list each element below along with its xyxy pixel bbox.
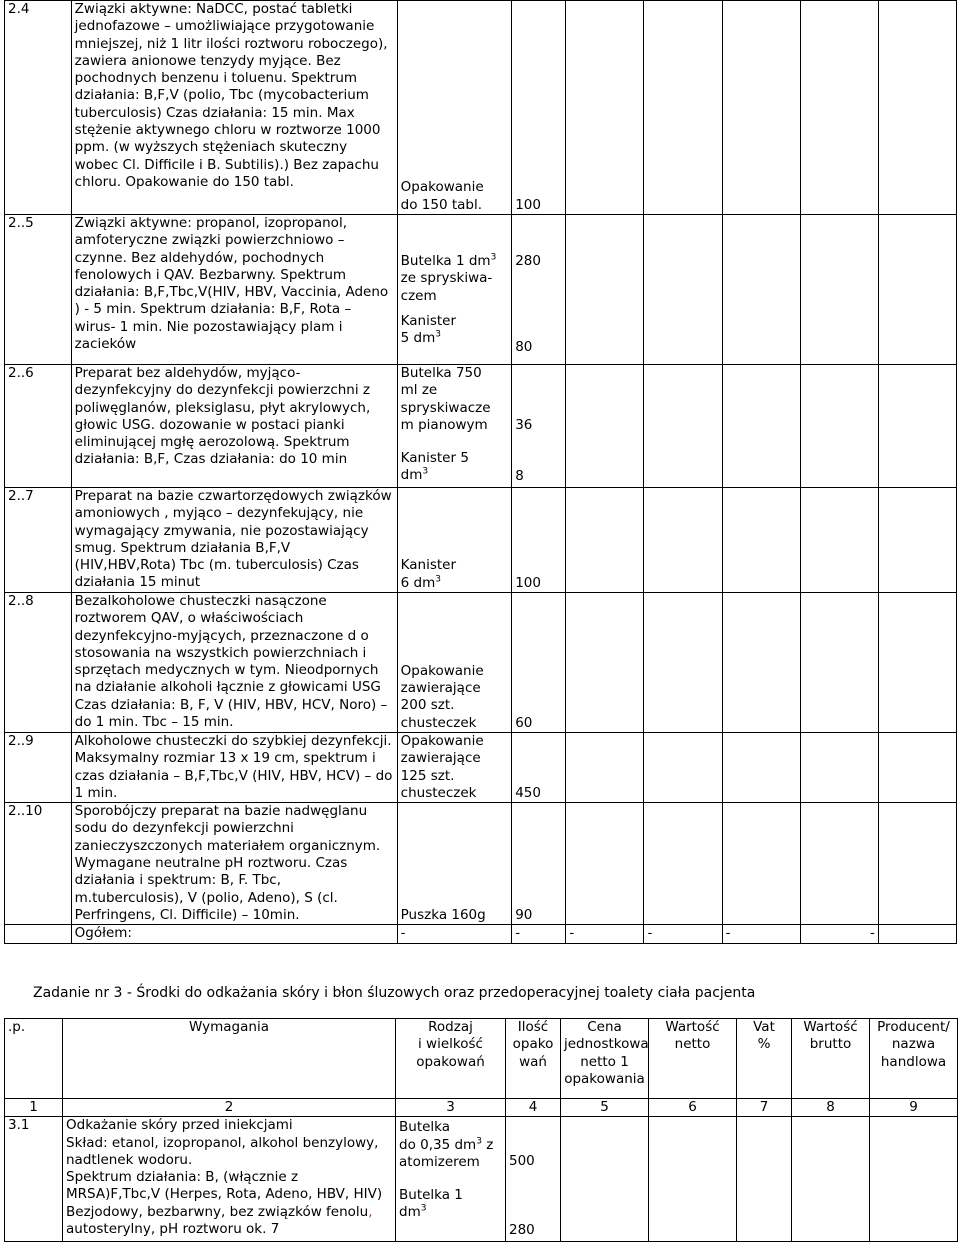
requirements-cell: Sporobójczy preparat na bazie nadwęglanu sodu do dezynfekcji powierzchni zanieczyszczonych materiałem organicznym. Wymagane neutralne pH roztworu. Czas działania i spektrum: B, F. Tbc, m.tuberculosis), V (polio, Adeno), S (cl. Perfringens, Cl. Difficile) – 10min. bbox=[71, 803, 397, 925]
row-number: 2..5 bbox=[5, 215, 72, 365]
requirements-cell: Preparat na bazie czwartorzędowych związków amoniowych , myjąco – dezynfekujący, nie wymagający zmywania, nie pozostawiający smug. Spektrum działania B,F,V (HIV,HBV,Rota) Tbc (m. tuberculosis) Czas działania 15 minut bbox=[71, 488, 397, 593]
total-value: - bbox=[512, 925, 566, 943]
packaging-cell: Butelka 750 ml ze spryskiwacze m pianowym Kanister 5 $dm^3$ bbox=[397, 365, 512, 488]
total-row bbox=[5, 925, 957, 943]
table-row bbox=[5, 215, 957, 365]
packaging-cell: Opakowanie zawierające 125 szt. chusteczek bbox=[397, 733, 512, 803]
requirements-cell: Preparat bez aldehydów, myjąco-dezynfekcyjny do dezynfekcji powierzchni z poliwęglanów, pleksiglasu, płyt akrylowych, głowic USG. dozowanie w postaci pianki eliminującej mgłę aerozolową. Spektrum działania: B,F, Czas działania: do 10 min bbox=[71, 365, 397, 488]
quantity-cell: 450 bbox=[512, 733, 566, 803]
column-number: 3 bbox=[396, 1099, 506, 1117]
products-table-task-2 bbox=[4, 0, 957, 944]
total-value: - bbox=[644, 925, 722, 943]
table-row bbox=[5, 365, 957, 488]
table-row bbox=[5, 733, 957, 803]
column-number: 2 bbox=[63, 1099, 396, 1117]
column-number: 9 bbox=[870, 1099, 958, 1117]
column-header: Wymagania bbox=[63, 1019, 396, 1099]
requirements-cell: Bezalkoholowe chusteczki nasączone roztworem QAV, o właściwościach dezynfekcyjno-myjących, przeznaczone d o stosowania na wszystkich powierzchniach i sprzętach medycznych w tym. Nieodpornych na działanie alkoholi łącznie z głowicami USG Czas działania: B, F, V (HIV, HBV, HCV, Noro) – do 1 min. Tbc – 15 min. bbox=[71, 593, 397, 733]
quantity-cell: 90 bbox=[512, 803, 566, 925]
quantity-cell: 36 8 bbox=[512, 365, 566, 488]
packaging-cell: Opakowanie do 150 tabl. bbox=[397, 1, 512, 215]
requirements-cell: Alkoholowe chusteczki do szybkiej dezynfekcji. Maksymalny rozmiar 13 x 19 cm, spektrum i czas działania – B,F,Tbc,V (HIV, HBV, HCV) – do 1 min. bbox=[71, 733, 397, 803]
row-number: 2..7 bbox=[5, 488, 72, 593]
column-header: Ilość opako wań bbox=[506, 1019, 561, 1099]
column-number: 7 bbox=[737, 1099, 792, 1117]
section-title: Zadanie nr 3 - Środki do odkażania skóry i błon śluzowych oraz przedoperacyjnej toalety ciała pacjenta bbox=[33, 985, 756, 1001]
requirements-cell: Odkażanie skóry przed iniekcjami Skład: etanol, izopropanol, alkohol benzylowy, nadtlenek wodoru. Spektrum działania: B, (włącznie z MRSA)F,Tbc,V (Herpes, Rota, Adeno, HBV, HIV) Bezjodowy, bezbarwny, bez związków fenolu, autosterylny, pH roztworu ok. 7 bbox=[63, 1117, 396, 1242]
header-row bbox=[5, 1019, 958, 1099]
quantity-cell: 500 280 bbox=[506, 1117, 561, 1242]
column-header: .p. bbox=[5, 1019, 63, 1099]
total-value: - bbox=[722, 925, 800, 943]
column-number-row bbox=[5, 1099, 958, 1117]
row-number: 2..8 bbox=[5, 593, 72, 733]
row-number: 2..9 bbox=[5, 733, 72, 803]
column-number: 4 bbox=[506, 1099, 561, 1117]
column-number: 5 bbox=[561, 1099, 649, 1117]
column-number: 1 bbox=[5, 1099, 63, 1117]
total-value: - bbox=[800, 925, 878, 943]
table-row bbox=[5, 488, 957, 593]
quantity-cell: 100 bbox=[512, 1, 566, 215]
requirements-cell: Związki aktywne: NaDCC, postać tabletki jednofazowe – umożliwiające przygotowanie mniejszej, niż 1 litr ilości roztworu roboczego), zawiera anionowe tenzydy myjące. Bez pochodnych benzenu i toluenu. Spektrum działania: B,F,V (polio, Tbc (mycobacterium tuberculosis) Czas działania: 15 min. Max stężenie aktywnego chloru w roztworze 1000 ppm. (w wyższych stężeniach skuteczny wobec Cl. Difficile i B. Subtilis).) Bez zapachu chloru. Opakowanie do 150 tabl. bbox=[71, 1, 397, 215]
packaging-cell: Butelka 1 $dm^3$ ze spryskiwa- czem Kanister 5 $dm^3$ bbox=[397, 215, 512, 365]
table-row bbox=[5, 1117, 958, 1242]
row-number: 2.4 bbox=[5, 1, 72, 215]
table-row bbox=[5, 803, 957, 925]
column-header: Producent/ nazwa handlowa bbox=[870, 1019, 958, 1099]
quantity-cell: 60 bbox=[512, 593, 566, 733]
row-number: 2..6 bbox=[5, 365, 72, 488]
column-number: 8 bbox=[792, 1099, 870, 1117]
packaging-cell: Opakowanie zawierające 200 szt. chusteczek bbox=[397, 593, 512, 733]
row-number: 3.1 bbox=[5, 1117, 63, 1242]
column-header: Wartość brutto bbox=[792, 1019, 870, 1099]
packaging-cell: Kanister 6 $dm^3$ bbox=[397, 488, 512, 593]
column-number: 6 bbox=[649, 1099, 737, 1117]
column-header: Wartość netto bbox=[649, 1019, 737, 1099]
requirements-cell: Związki aktywne: propanol, izopropanol, amfoteryczne związki powierzchniowo – czynne. Bez aldehydów, pochodnych fenolowych i QAV. Bezbarwny. Spektrum działania: B,F,Tbc,V(HIV, HBV, Vaccinia, Adeno ) - 5 min. Spektrum działania: B,F, Rota – wirus- 1 min. Nie pozostawiający plam i zacieków bbox=[71, 215, 397, 365]
table-row bbox=[5, 1, 957, 215]
quantity-cell: 100 bbox=[512, 488, 566, 593]
total-label: Ogółem: bbox=[71, 925, 397, 943]
row-number: 2..10 bbox=[5, 803, 72, 925]
table-row bbox=[5, 593, 957, 733]
total-value: - bbox=[397, 925, 512, 943]
products-table-task-3 bbox=[4, 1018, 958, 1242]
packaging-cell: Butelka do 0,35 $dm^3$ z atomizerem Butelka 1 $dm^3$ bbox=[396, 1117, 506, 1242]
column-header: Cena jednostkowa netto 1 opakowania bbox=[561, 1019, 649, 1099]
column-header: Vat % bbox=[737, 1019, 792, 1099]
packaging-cell: Puszka 160g bbox=[397, 803, 512, 925]
total-value: - bbox=[566, 925, 644, 943]
column-header: Rodzaj i wielkość opakowań bbox=[396, 1019, 506, 1099]
quantity-cell: 280 80 bbox=[512, 215, 566, 365]
